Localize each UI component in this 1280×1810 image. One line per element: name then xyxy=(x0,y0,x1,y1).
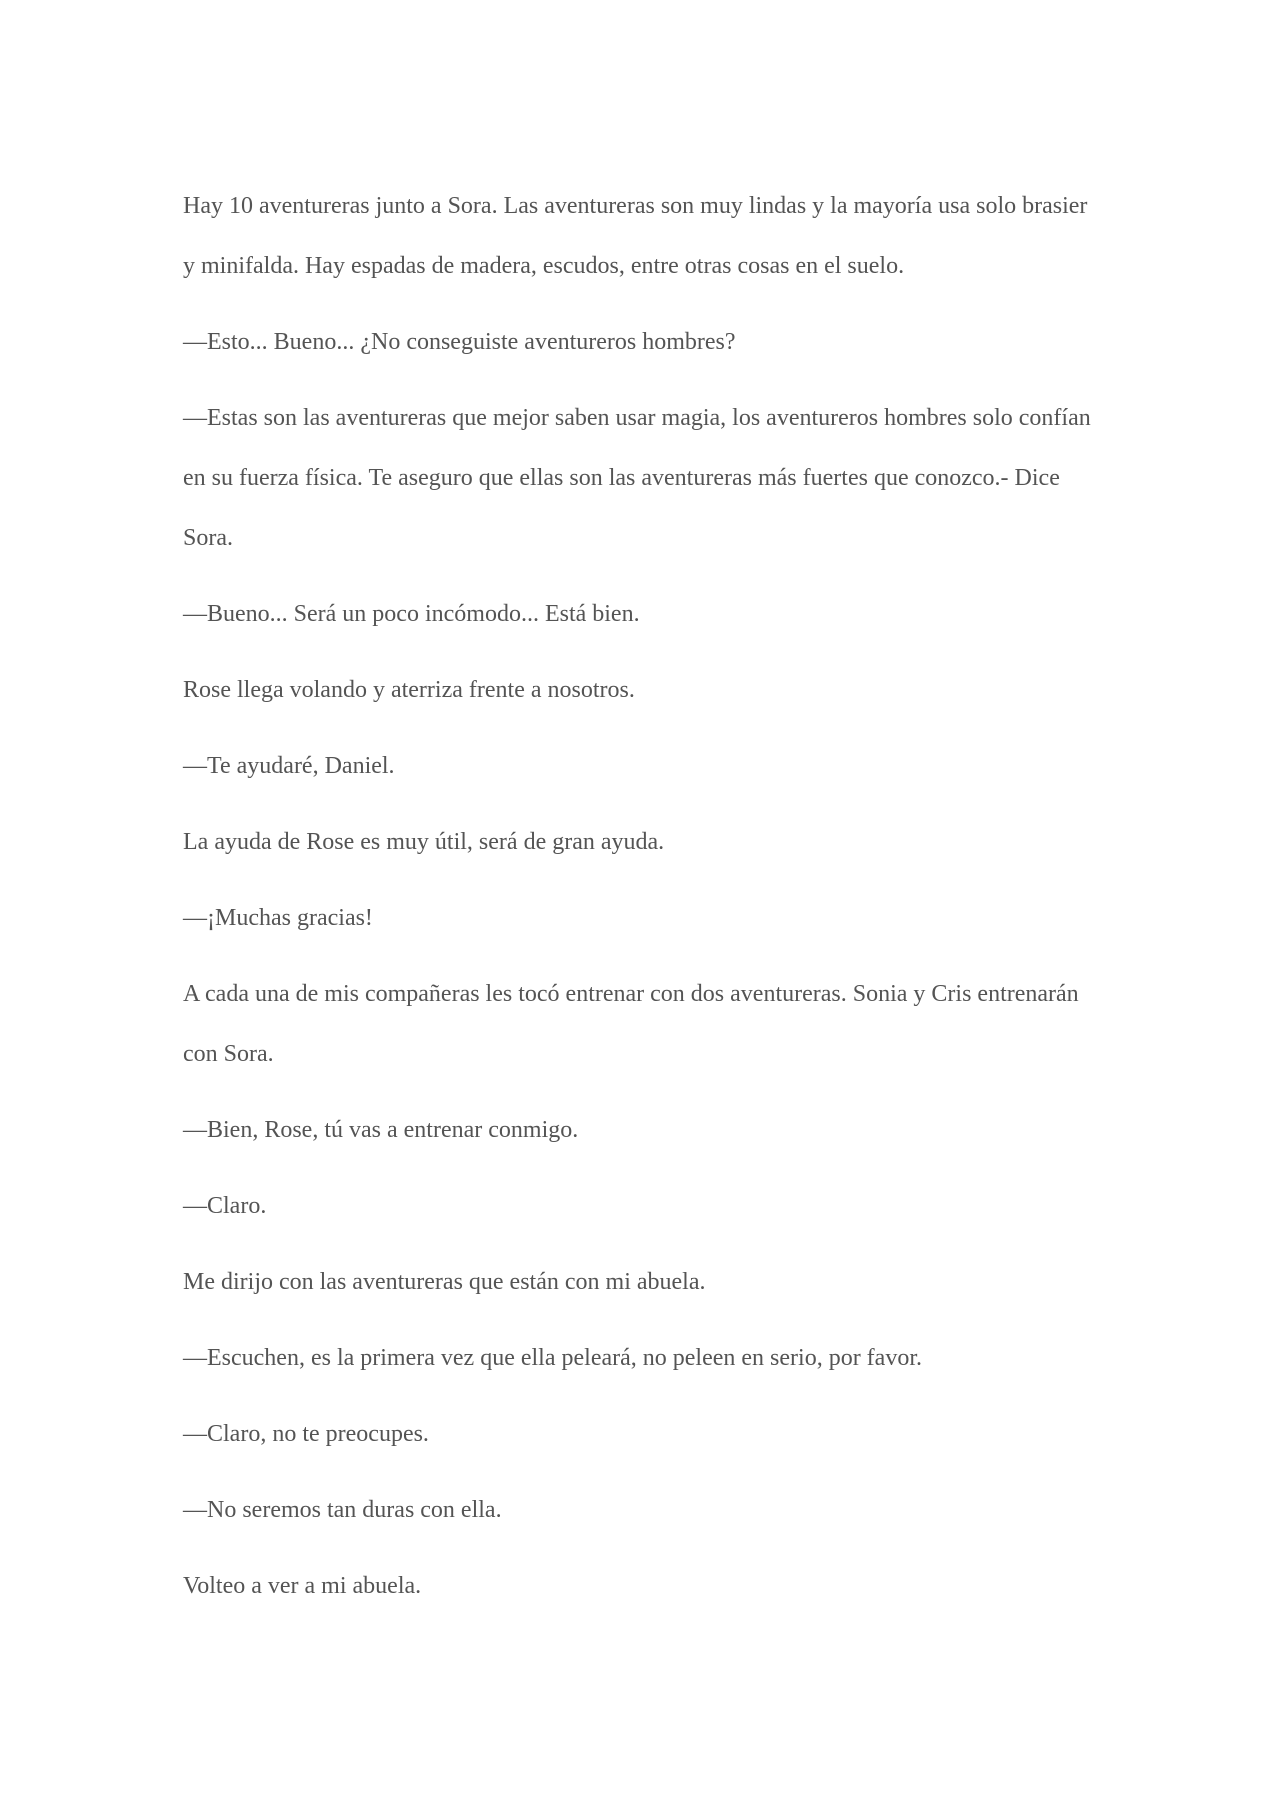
paragraph: —Bueno... Será un poco incómodo... Está bien. xyxy=(183,601,640,627)
paragraph: La ayuda de Rose es muy útil, será de gran ayuda. xyxy=(183,829,665,855)
paragraph: —Escuchen, es la primera vez que ella peleará, no peleen en serio, por favor. xyxy=(183,1345,922,1371)
paragraph: —Estas son las aventureras que mejor saben usar magia, los aventureros hombres solo confían en su fuerza física. Te aseguro que ellas son las aventureras más fuertes que conozco.- Dice Sora. xyxy=(183,405,1091,551)
paragraph: —Claro. xyxy=(183,1193,267,1219)
paragraph: —Esto... Bueno... ¿No conseguiste aventureros hombres? xyxy=(183,329,736,355)
paragraph: Me dirijo con las aventureras que están con mi abuela. xyxy=(183,1269,706,1295)
paragraph: Volteo a ver a mi abuela. xyxy=(183,1573,422,1599)
paragraph: —¡Muchas gracias! xyxy=(183,905,373,931)
paragraph: Hay 10 aventureras junto a Sora. Las aventureras son muy lindas y la mayoría usa solo brasier y minifalda. Hay espadas de madera, escudos, entre otras cosas en el suelo. xyxy=(183,193,1088,279)
paragraph: A cada una de mis compañeras les tocó entrenar con dos aventureras. Sonia y Cris entrenarán con Sora. xyxy=(183,981,1079,1067)
paragraph: —Te ayudaré, Daniel. xyxy=(183,753,395,779)
paragraph: —Claro, no te preocupes. xyxy=(183,1421,429,1447)
paragraph: —No seremos tan duras con ella. xyxy=(183,1497,502,1523)
paragraph: —Bien, Rose, tú vas a entrenar conmigo. xyxy=(183,1117,579,1143)
document-body xyxy=(183,176,1103,1632)
paragraph: Rose llega volando y aterriza frente a nosotros. xyxy=(183,677,635,703)
